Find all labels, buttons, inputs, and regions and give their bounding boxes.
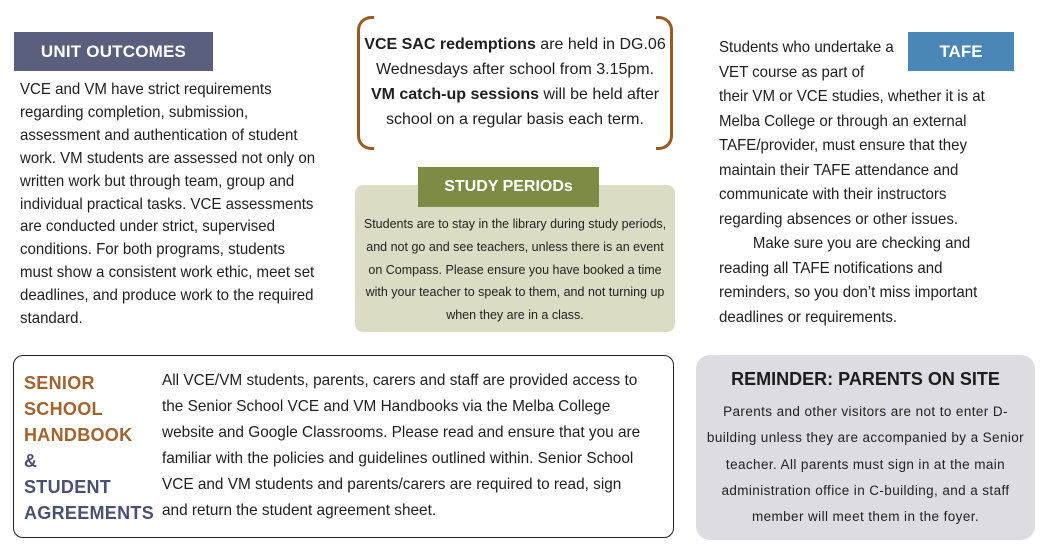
handbook-title-line: & [24,451,38,471]
tafe-badge: TAFE [908,32,1014,71]
vm-catchup-detail: will be held after school on a regular basis each term. [386,86,660,128]
handbook-title-line: HANDBOOK [24,425,133,445]
handbook-title-line: STUDENT [24,477,112,497]
parents-reminder-heading: REMINDER: PARENTS ON SITE [731,369,1000,389]
sac-redemptions-panel [357,16,673,148]
handbook-title [24,370,154,526]
sac-redemptions-text [363,32,667,132]
tafe-paragraph-2: Make sure you are checking and reading all TAFE notifications and reminders, so you don’t miss important deadlines or requirements. [719,235,978,326]
handbook-title-line: SENIOR [24,373,95,393]
sac-redemptions-label: VCE SAC redemptions [364,36,536,53]
study-periods-heading: STUDY PERIODs [418,167,599,207]
sac-redemptions-detail: are held in DG.06 Wednesdays after school from 3.15pm. [375,36,666,78]
vm-catchup-label: VM catch-up sessions [370,86,539,103]
tafe-text [719,36,1001,330]
parents-reminder-text: Parents and other visitors are not to enter D-building unless they are accompanied by a Senior teacher. All parents must sign in at the main administration office in C-building, and a staff member will meet them in the foyer. [706,404,1025,525]
handbook-title-line: AGREEMENTS [24,503,155,523]
tafe-intro-text: Students who undertake a VET course as part of [719,39,894,81]
study-periods-text: Students are to stay in the library during study periods, and not go and see teachers, unless there is an event on Compass. Please ensure you have booked a time with your teacher to speak to them, and not turning up when they are in a class. [363,217,667,323]
unit-outcomes-text: VCE and VM have strict requirements regarding completion, submission, assessment and authentication of student work. VM students are assessed not only on written work but through team, group and individual practical tasks. VCE assessments are conducted under strict, supervised conditions. For both programs, students must show a consistent work ethic, meet set deadlines, and produce work to the required standard. [20,81,316,328]
handbook-text: All VCE/VM students, parents, carers and staff are provided access to the Senior School VCE and VM Handbooks via the Melba College website and Google Classrooms. Please read and ensure that you are familiar with the policies and guidelines outlined within. Senior School VCE and VM students and parents/carers are required to read, sign and return the student agreement sheet. [162,372,641,519]
handbook-title-line: SCHOOL [24,399,103,419]
tafe-paragraph-1: their VM or VCE studies, whether it is at Melba College or through an external TAFE/provider, must ensure that they maintain their TAFE attendance and communicate with their instructors regarding absences or other issues. [719,88,985,228]
unit-outcomes-heading: UNIT OUTCOMES [14,32,213,71]
